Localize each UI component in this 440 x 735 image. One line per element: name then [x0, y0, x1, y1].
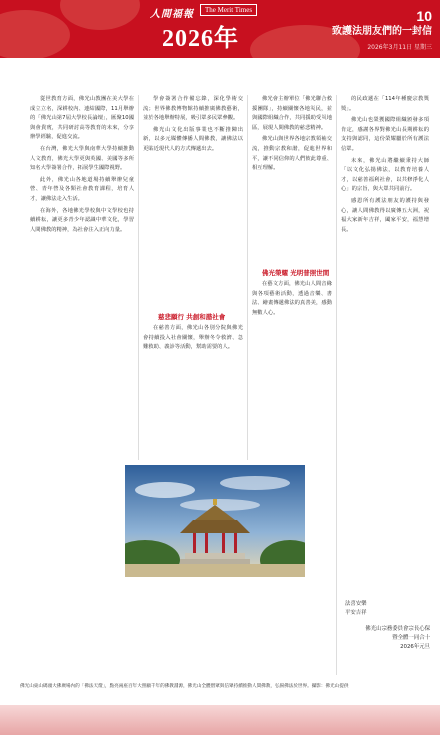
cloud-decoration — [60, 0, 140, 30]
paragraph: 此外，佛光山各地道場持續舉辦兒童營、青年營及各類社會教育課程，培育人才，讓佛法走入生活。 — [30, 176, 134, 202]
paragraph: 學會簽署合作備忘錄，深化學術交流；世界佛教博物館持續推廣佛教藝術，並於各地舉辦特展，吸引眾多民眾參觀。 — [143, 96, 243, 122]
temple-photo — [125, 465, 305, 577]
subheading-2: 佛光榮耀 光明普照世間 — [262, 269, 330, 277]
paragraph: 佛光會主辦單位「佛光聯合救援團隊」，持續關懷各地災民，並與國際組織合作，共同援助受災地區，展現人間佛教的慈悲精神。 — [252, 96, 332, 131]
subheading-1: 慈悲願行 共創和諧社會 — [158, 313, 226, 321]
signature-date: 2026年元旦 — [400, 644, 430, 650]
article-column-2b — [143, 324, 243, 355]
article-column-1 — [30, 95, 134, 237]
column-divider — [336, 95, 337, 675]
signature-block — [345, 625, 430, 652]
article-column-3b — [252, 280, 332, 320]
paragraph: 佛光山也榮獲國際組織頒發多項肯定，感謝各界對佛光山長期耕耘的支持與認同，這份榮耀屬於所有護法信眾。 — [341, 117, 429, 152]
paragraph: 在海外，各地佛光學校與中文學校也持續耕耘，讓更多青少年認識中華文化，學習人間佛教的精神，為社會注入正向力量。 — [30, 207, 134, 233]
column-divider — [247, 95, 248, 460]
year-title: 2026年 — [162, 26, 239, 52]
issue-date: 2026年3月11日 星期三 — [367, 44, 432, 51]
section-title: 致護法朋友們的一封信 — [332, 26, 432, 37]
signature-co: 暨全體一同合十 — [392, 635, 430, 641]
paragraph: 的民政遞在「114年種慶宗教獎獎」。 — [341, 96, 429, 112]
paragraph: 在藝文方面，佛光山人間音緣與各項藝術活動，透過音樂、書法、繪畫傳遞佛法的真善美，感動無數人心。 — [252, 281, 332, 316]
paragraph: 佛光山文化出版事業也不斷推陳出新，以多元媒體傳播人間佛教，讓佛法以更貼近現代人的方式傳遞出去。 — [143, 126, 243, 152]
article-column-3 — [252, 95, 332, 176]
paragraph: 感恩所有護法朋友的護持與發心，讓人間佛教得以廣傳五大洲，祝福大家新年吉祥，闔家平安，福慧增長。 — [341, 197, 429, 233]
paragraph: 從世教育方面，佛光山教團在美大學在成立立名，深耕校內、連結國際，11月舉辦的「佛光山第7屆大學校長論壇」，匯聚10國與會貴賓，共同研討高等教育的未來，分享辦學經驗，促進交流。 — [30, 96, 134, 141]
article-column-4 — [341, 95, 429, 237]
paragraph: 在慈善方面，佛光山各別分院與佛光會持續投入社會關懷，舉辦冬令救濟、急難救助、義診等活動，幫助需要的人。 — [143, 325, 243, 351]
article-column-2 — [143, 95, 243, 157]
paragraph: 在台灣，佛光大學與南華大學持續推動人文教育，佛光大學更與英國、美國等多所知名大學簽署合作，拓展學生國際視野。 — [30, 145, 134, 172]
cloud-decoration — [0, 10, 70, 58]
photo-caption: 佛光山東山碼頭大佛廣場內的「佛法天燈」，點亮兩座百年大照顧千年的佛教淵源，佛光山全體僧眾與信眾持續推動人間佛教，弘揚佛法於世界。攝影：佛光山提供 — [20, 684, 349, 689]
closing-line-1: 法喜安樂 — [345, 601, 367, 607]
temple-image — [125, 465, 305, 577]
column-divider — [138, 95, 139, 460]
footer-band — [0, 705, 440, 735]
logo-chinese: 人間福報 — [150, 9, 194, 20]
paragraph: 佛光山與世界各地宗教領袖交流，推動宗教和諧，促進世界和平，讓不同信仰的人們彼此尊重、相互理解。 — [252, 136, 332, 172]
masthead — [0, 0, 440, 58]
closing-line-2: 平安吉祥 — [345, 610, 367, 616]
logo-english: The Merit Times — [200, 4, 257, 16]
signature-org: 佛光山宗務委員會宗長心保 — [365, 626, 430, 632]
closing-signature — [345, 600, 367, 618]
page-number: 10 — [416, 8, 432, 24]
paragraph: 未來，佛光山將繼續秉持大師「以文化弘揚佛法，以教育培養人才，以慈善福利社會，以共修淨化人心」的宗旨，與大眾共同前行。 — [341, 157, 429, 193]
